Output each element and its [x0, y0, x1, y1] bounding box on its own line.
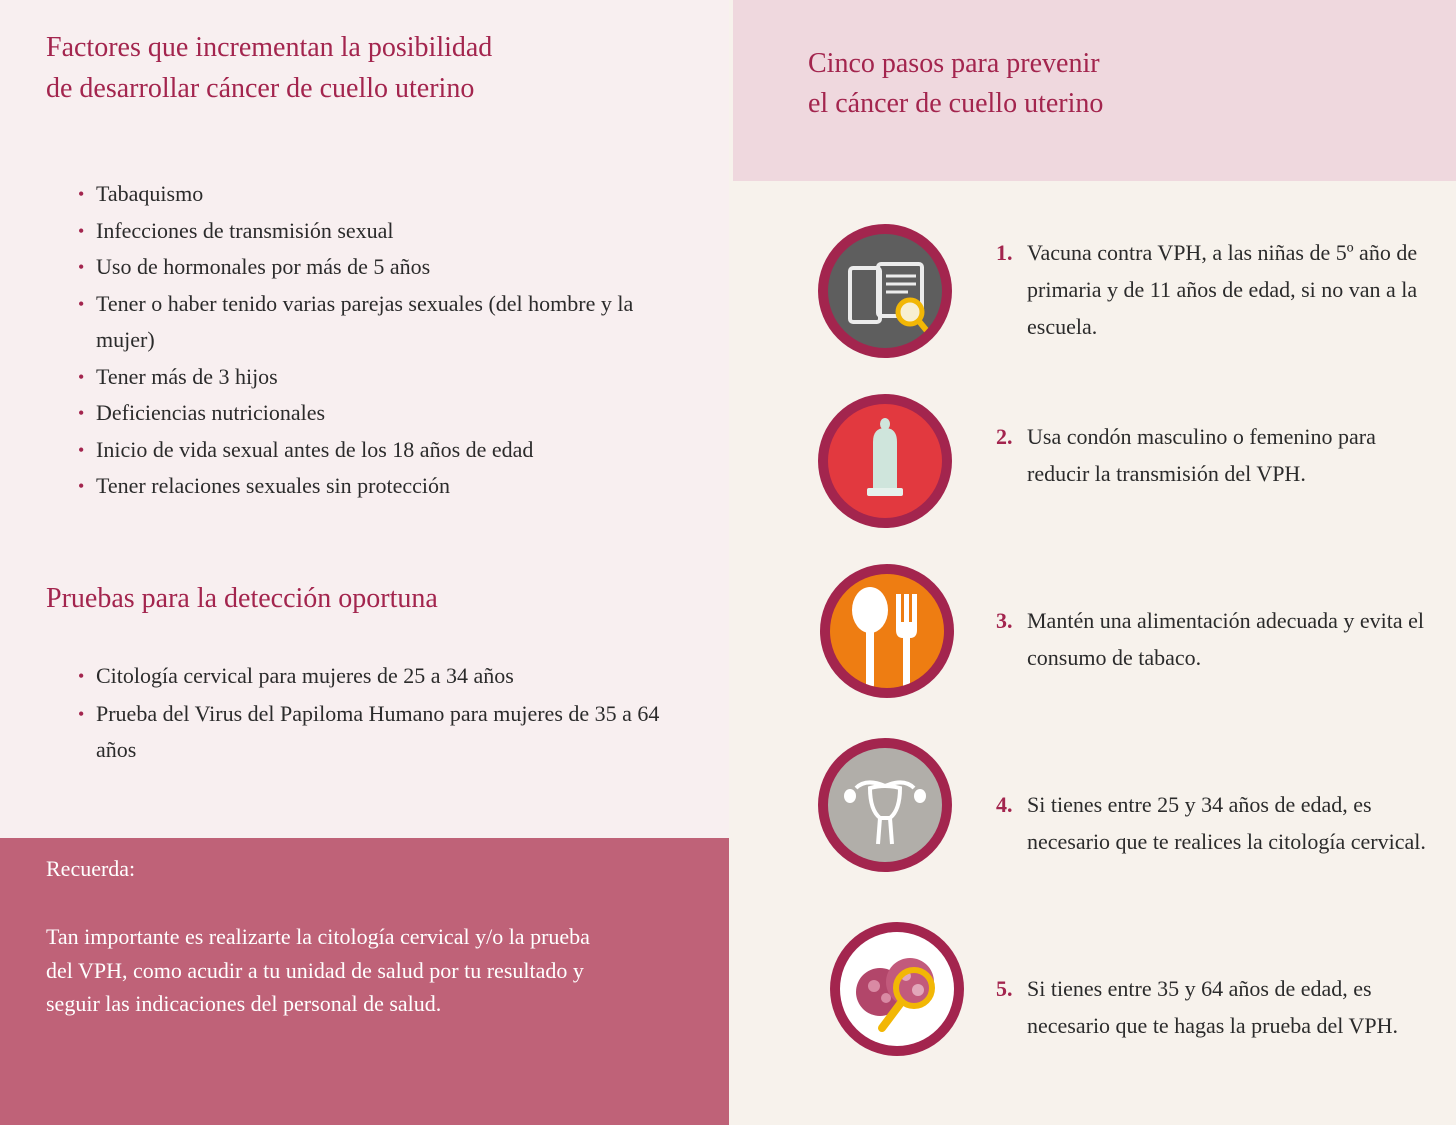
bullet-icon: • [78, 403, 85, 423]
recuerda-text: Tan importante es realizarte la citología cervical y/o la prueba del VPH, como acudir a tu unidad de salud por tu resultado y seguir las indicaciones del personal de salud. [46, 924, 590, 1016]
cinco-pasos-title [808, 44, 1408, 124]
step-text: Mantén una alimentación adecuada y evita el consumo de tabaco. [1027, 608, 1425, 670]
bullet-icon: • [78, 666, 85, 686]
bullet-icon: • [78, 293, 85, 314]
brochure-magnifier-icon [818, 224, 952, 358]
step-number: 1. [996, 240, 1013, 265]
step-4 [996, 786, 1436, 860]
bullet-icon: • [78, 257, 85, 277]
step-1 [996, 234, 1436, 345]
list-item: • Citología cervical para mujeres de 25 a 34 años [46, 658, 666, 694]
factors-title-line1: Factores que incrementan la posibilidad [46, 32, 493, 63]
step-text: Si tienes entre 25 y 34 años de edad, es necesario que te realices la citología cervical. [1027, 792, 1426, 854]
list-item: • Tabaquismo [46, 176, 646, 213]
pruebas-title: Pruebas para la detección oportuna [46, 583, 438, 614]
step-2 [996, 418, 1436, 492]
step-number: 2. [996, 424, 1013, 449]
pruebas-list [46, 658, 666, 770]
step-number: 5. [996, 976, 1013, 1001]
step-5 [996, 970, 1436, 1044]
cells-magnifier-icon [830, 922, 964, 1056]
cinco-pasos-title-line1: Cinco pasos para prevenir [808, 48, 1100, 79]
cinco-pasos-title-line2: el cáncer de cuello uterino [808, 88, 1104, 119]
step-text: Vacuna contra VPH, a las niñas de 5º año de primaria y de 11 años de edad, si no van a la escuela. [1027, 240, 1418, 339]
recuerda-box [0, 838, 729, 1125]
list-item: • Deficiencias nutricionales [46, 395, 646, 432]
bullet-icon: • [78, 476, 85, 496]
bullet-icon: • [78, 439, 85, 460]
factors-title-line2: de desarrollar cáncer de cuello uterino [46, 73, 475, 104]
spoon-fork-icon [820, 564, 954, 698]
bullet-icon: • [78, 220, 85, 241]
uterus-icon [818, 738, 952, 872]
bullet-icon: • [78, 184, 85, 204]
list-item: • Tener más de 3 hijos [46, 359, 646, 396]
list-item: • Prueba del Virus del Papiloma Humano para mujeres de 35 a 64 años [46, 696, 666, 768]
list-item: • Infecciones de transmisión sexual [46, 213, 646, 250]
list-item: • Tener o haber tenido varias parejas sexuales (del hombre y la mujer) [46, 286, 646, 359]
list-item: • Tener relaciones sexuales sin protección [46, 468, 646, 505]
bullet-icon: • [78, 704, 85, 724]
step-number: 3. [996, 608, 1013, 633]
list-item: • Inicio de vida sexual antes de los 18 años de edad [46, 432, 646, 469]
step-3 [996, 602, 1436, 676]
condom-icon [818, 394, 952, 528]
step-text: Usa condón masculino o femenino para reducir la transmisión del VPH. [1027, 424, 1376, 486]
bullet-icon: • [78, 366, 85, 387]
step-text: Si tienes entre 35 y 64 años de edad, es necesario que te hagas la prueba del VPH. [1027, 976, 1399, 1038]
list-item: • Uso de hormonales por más de 5 años [46, 249, 646, 286]
recuerda-label: Recuerda: [46, 856, 136, 881]
factors-title [46, 27, 686, 109]
step-number: 4. [996, 792, 1013, 817]
factors-list [46, 176, 646, 505]
